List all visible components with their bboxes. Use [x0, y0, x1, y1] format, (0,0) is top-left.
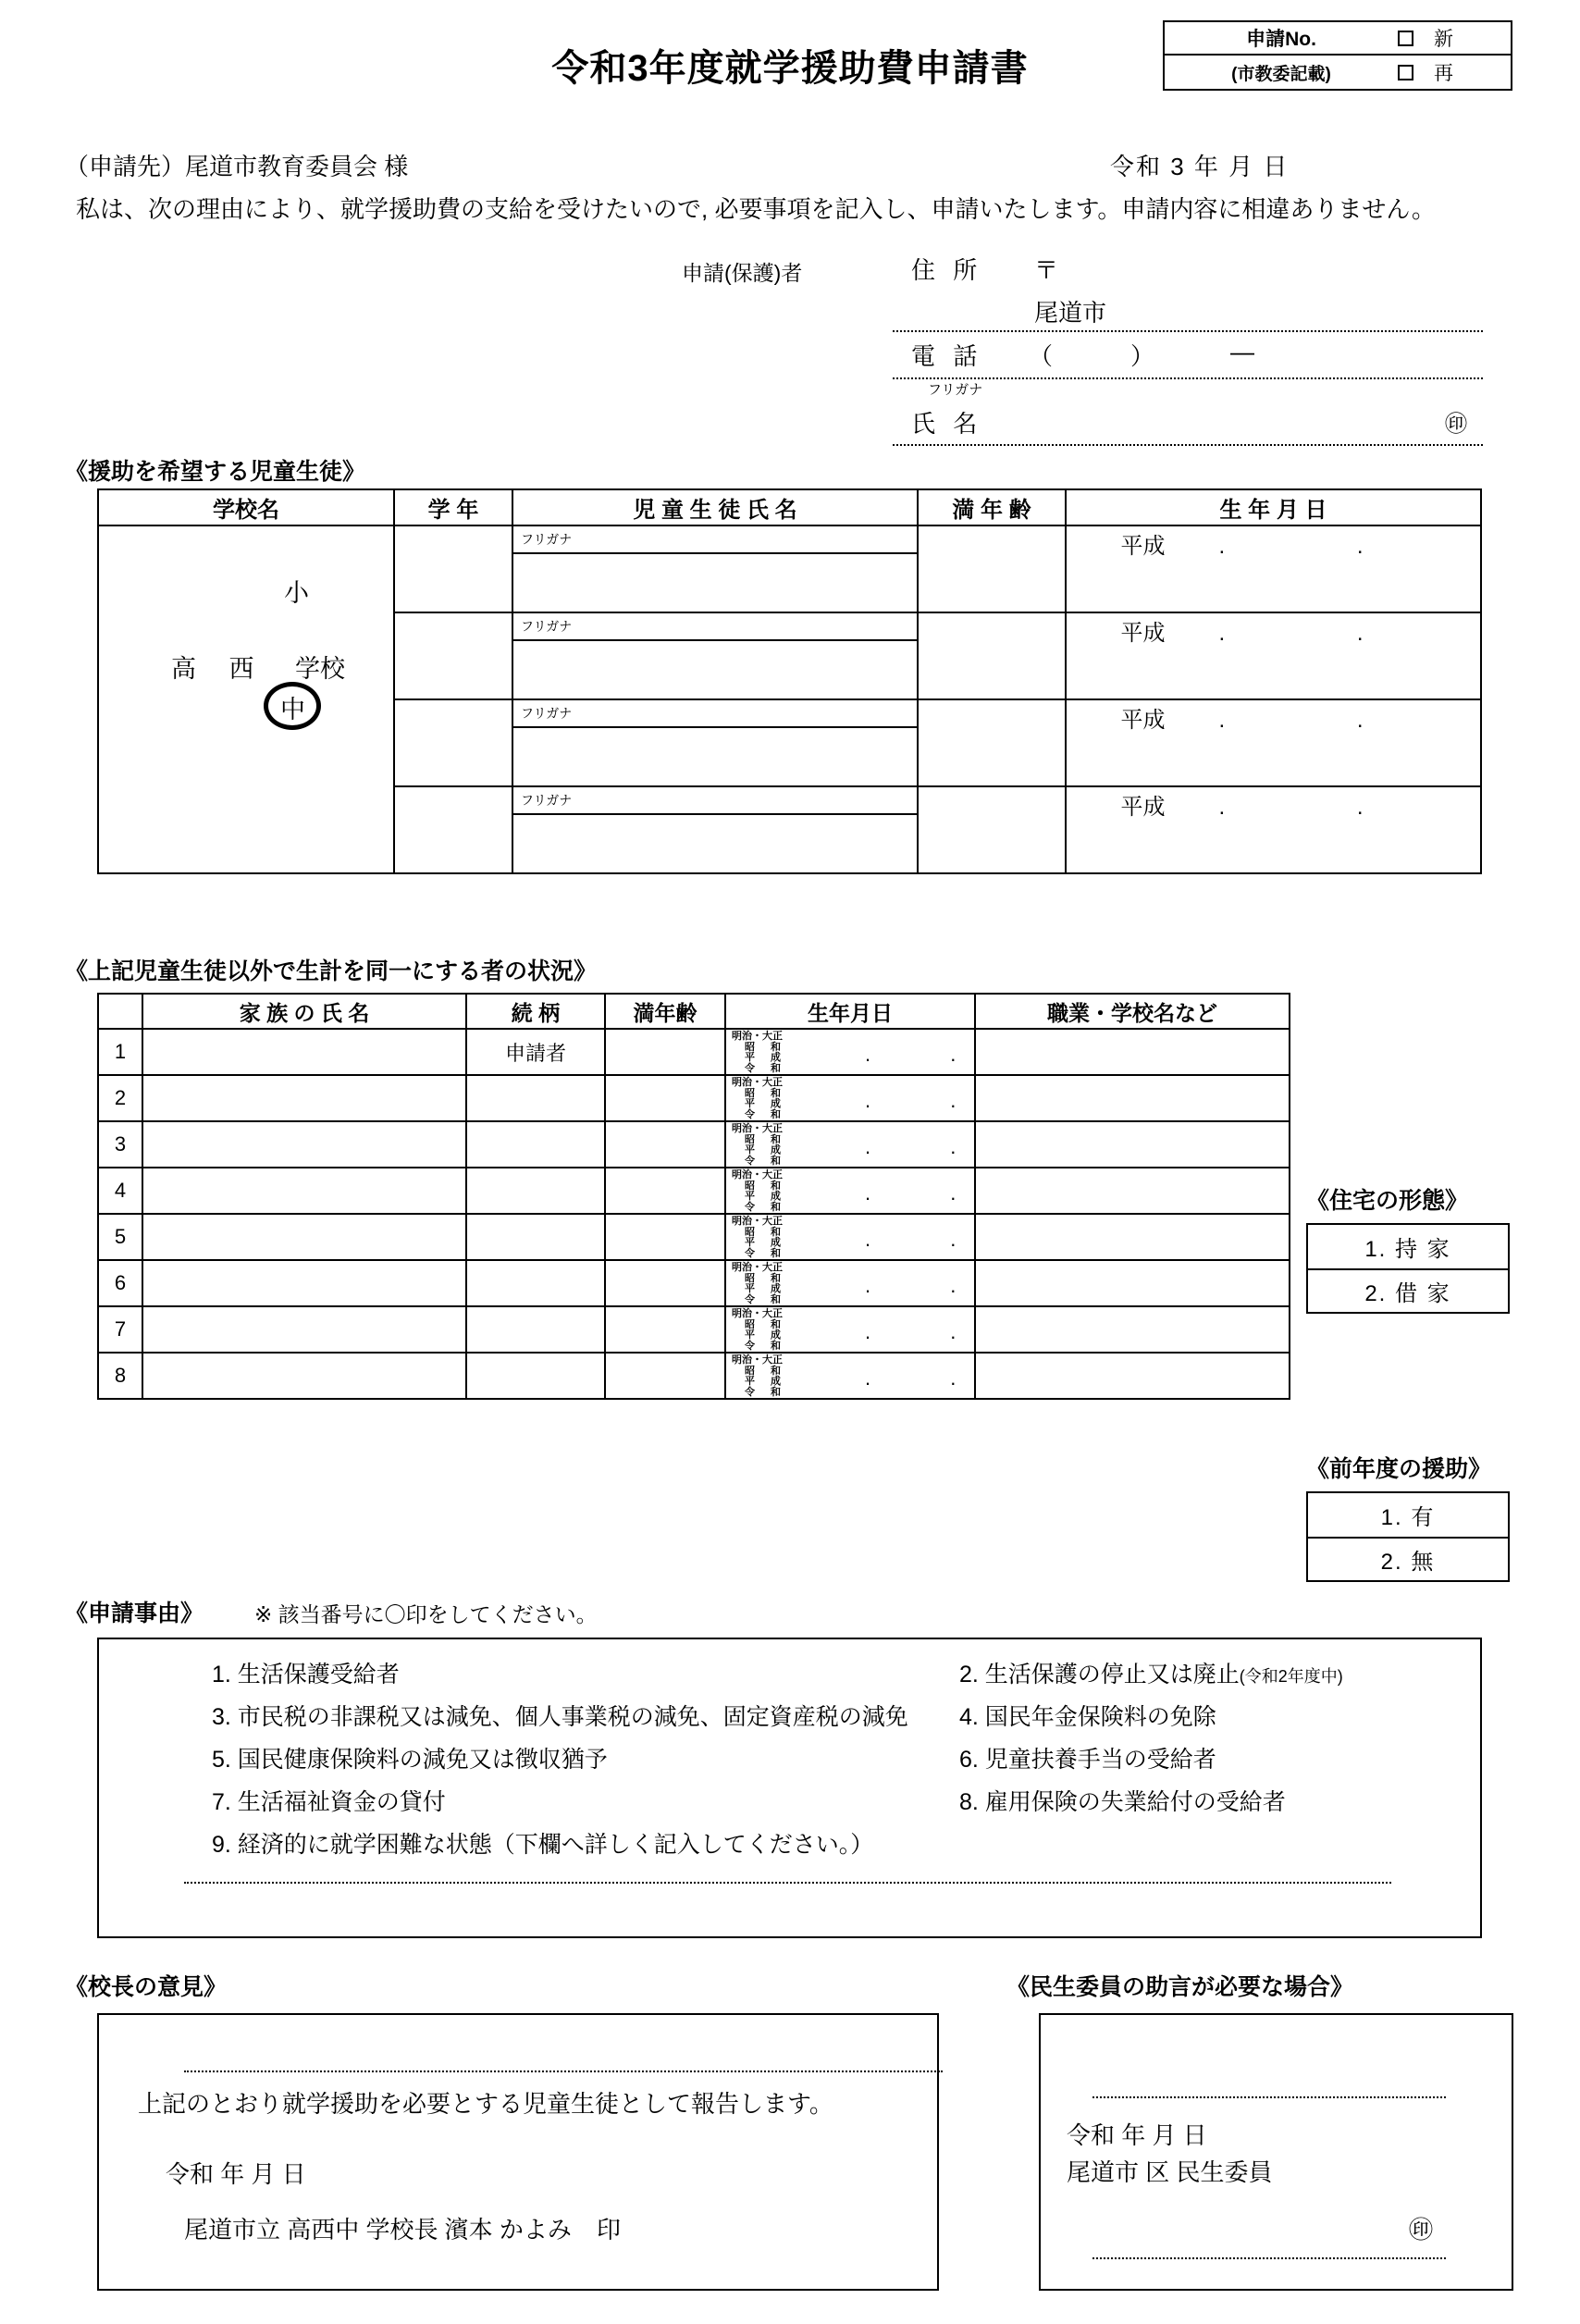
relation-cell[interactable] — [466, 1168, 605, 1214]
housing-option-rented[interactable]: 2. 借 家 — [1308, 1268, 1508, 1312]
family-section-heading: 《上記児童生徒以外で生計を同一にする者の状況》 — [65, 958, 598, 984]
family-dob-cell[interactable] — [725, 1260, 994, 1306]
school-type-elementary[interactable]: 小 — [284, 579, 309, 607]
era-options[interactable] — [732, 1078, 804, 1120]
submission-date: 令和 3 年 月 日 — [1110, 153, 1290, 180]
family-age-input-cell[interactable] — [605, 1306, 725, 1353]
era-heisei[interactable]: 平 成 — [745, 1283, 788, 1294]
occupation-input-cell[interactable] — [975, 1121, 1290, 1168]
applicant-label: 申請(保護)者 — [682, 261, 803, 285]
housing-option-owned[interactable]: 1. 持 家 — [1364, 1237, 1451, 1262]
grade-input-cell[interactable] — [394, 525, 512, 612]
dob-cell[interactable]: 平成 . . — [1066, 699, 1481, 786]
dob-separator-dots: . . — [865, 1043, 994, 1066]
relation-cell[interactable] — [466, 1075, 605, 1121]
dob-cell[interactable]: 平成 . . — [1066, 612, 1481, 699]
era-showa[interactable]: 昭 和 — [745, 1226, 788, 1238]
school-name-cell[interactable] — [98, 525, 394, 873]
grade-input-cell[interactable] — [394, 612, 512, 699]
reason-item-6[interactable]: 6. 児童扶養手当の受給者 — [959, 1747, 1216, 1773]
era-showa[interactable]: 昭 和 — [745, 1087, 788, 1099]
th-relation: 続 柄 — [466, 994, 605, 1029]
dob-separator-dots: . . — [865, 1089, 994, 1112]
era-options[interactable] — [732, 1170, 804, 1213]
family-age-input-cell[interactable] — [605, 1353, 725, 1399]
age-input-cell[interactable] — [918, 525, 1066, 612]
student-name-input-cell[interactable] — [512, 727, 918, 786]
family-age-input-cell[interactable] — [605, 1121, 725, 1168]
era-options[interactable] — [732, 1355, 804, 1398]
commissioner-heading: 《民生委員の助言が必要な場合》 — [1006, 1974, 1354, 2000]
family-age-input-cell[interactable] — [605, 1075, 725, 1121]
family-dob-cell[interactable] — [725, 1029, 994, 1075]
reason-item-5[interactable]: 5. 国民健康保険料の減免又は徴収猶予 — [212, 1747, 608, 1773]
family-table — [97, 993, 1290, 1400]
era-reiwa[interactable]: 令 和 — [745, 1340, 788, 1352]
dob-cell[interactable]: 平成 . . — [1066, 786, 1481, 873]
family-dob-cell[interactable] — [725, 1121, 994, 1168]
principal-statement: 上記のとおり就学援助を必要とする児童生徒として報告します。 — [138, 2090, 833, 2118]
student-name-input-cell[interactable] — [512, 553, 918, 612]
dob-separator-dots: . . — [865, 1366, 994, 1390]
renew-checkbox-group[interactable] — [1398, 58, 1453, 86]
table-row — [98, 1075, 1290, 1121]
principal-signature: 尾道市立 高西中 学校長 濱本 かよみ — [184, 2216, 572, 2244]
th-age: 満 年 齢 — [918, 489, 1066, 525]
family-name-input-cell[interactable] — [142, 1121, 466, 1168]
student-table — [97, 488, 1482, 874]
family-dob-cell[interactable] — [725, 1168, 994, 1214]
family-name-input-cell[interactable] — [142, 1260, 466, 1306]
family-name-input-cell[interactable] — [142, 1168, 466, 1214]
principal-date[interactable]: 令和 年 月 日 — [166, 2160, 306, 2188]
grade-input-cell[interactable] — [394, 699, 512, 786]
student-name-input-cell[interactable] — [512, 814, 918, 873]
telephone-label: 電 話 — [911, 342, 983, 370]
occupation-input-cell[interactable] — [975, 1075, 1290, 1121]
table-row — [98, 1260, 1290, 1306]
prev-year-option-no[interactable]: 2. 無 — [1308, 1537, 1508, 1580]
table-row — [98, 1029, 1290, 1075]
principal-opinion-box — [97, 2013, 939, 2291]
era-reiwa[interactable]: 令 和 — [745, 1155, 788, 1167]
telephone-paren-close: ） — [1130, 342, 1155, 370]
dob-separator-dots: . . — [865, 1274, 994, 1297]
era-showa[interactable]: 昭 和 — [745, 1272, 788, 1284]
reason-item-7[interactable]: 7. 生活福祉資金の貸付 — [212, 1789, 446, 1815]
checkbox-renew-icon[interactable] — [1398, 65, 1413, 80]
occupation-input-cell[interactable] — [975, 1306, 1290, 1353]
era-heisei[interactable]: 平 成 — [745, 1376, 788, 1387]
page-title: 令和3年度就学援助費申請書 — [551, 48, 1029, 89]
commissioner-seal-icon: ㊞ — [1409, 2216, 1434, 2244]
era-meiji-taisho[interactable]: 明治・大正 — [732, 1354, 783, 1366]
era-heisei[interactable]: 平 成 — [745, 1144, 788, 1156]
era-showa[interactable]: 昭 和 — [745, 1180, 788, 1192]
row-number: 2 — [98, 1075, 142, 1121]
row-number: 7 — [98, 1306, 142, 1353]
family-table-header-row — [98, 994, 1290, 1029]
prev-year-options-box — [1306, 1491, 1510, 1582]
table-row — [98, 1214, 1290, 1260]
telephone-paren-open: （ — [1029, 342, 1054, 370]
th-family-name: 家 族 の 氏 名 — [142, 994, 466, 1029]
th-occupation: 職業・学校名など — [975, 994, 1290, 1029]
th-row-number — [98, 994, 142, 1029]
era-showa[interactable]: 昭 和 — [745, 1365, 788, 1377]
family-age-input-cell[interactable] — [605, 1029, 725, 1075]
row-number: 3 — [98, 1121, 142, 1168]
era-label: 平成 — [1120, 795, 1166, 820]
reason-item-4[interactable]: 4. 国民年金保険料の免除 — [959, 1704, 1216, 1730]
applicant-name-input-line[interactable] — [893, 444, 1483, 446]
school-suffix-text: 学校 — [295, 655, 345, 683]
th-dob: 生 年 月 日 — [1066, 489, 1481, 525]
era-meiji-taisho[interactable]: 明治・大正 — [732, 1077, 783, 1088]
era-meiji-taisho[interactable]: 明治・大正 — [732, 1169, 783, 1181]
principal-top-line — [184, 2071, 943, 2072]
school-name-text: 高 西 — [171, 655, 267, 683]
furigana-label-student: フリガナ — [512, 699, 918, 727]
family-dob-cell[interactable] — [725, 1306, 994, 1353]
city-prefill-text: 尾道市 — [1034, 299, 1107, 327]
address-input-line[interactable] — [893, 330, 1483, 332]
family-age-input-cell[interactable] — [605, 1260, 725, 1306]
occupation-input-cell[interactable] — [975, 1214, 1290, 1260]
reasons-note: ※ 該当番号に〇印をしてください。 — [254, 1602, 598, 1626]
principal-seal-label: 印 — [597, 2216, 622, 2244]
reason-item-9[interactable]: 9. 経済的に就学困難な状態（下欄へ詳しく記入してください。） — [212, 1832, 874, 1858]
occupation-input-cell[interactable] — [975, 1260, 1290, 1306]
family-dob-cell[interactable] — [725, 1353, 994, 1399]
relation-cell[interactable] — [466, 1121, 605, 1168]
relation-cell[interactable] — [466, 1214, 605, 1260]
student-name-input-cell[interactable] — [512, 640, 918, 699]
commissioner-top-line — [1092, 2096, 1446, 2098]
family-dob-cell[interactable] — [725, 1214, 994, 1260]
grade-input-cell[interactable] — [394, 786, 512, 873]
seal-mark-icon: ㊞ — [1445, 412, 1467, 437]
era-reiwa[interactable]: 令 和 — [745, 1062, 788, 1074]
era-options[interactable] — [732, 1309, 804, 1352]
relation-cell[interactable] — [466, 1306, 605, 1353]
th-family-age: 満年齢 — [605, 994, 725, 1029]
reason-item-2-text: 2. 生活保護の停止又は廃止 — [959, 1662, 1240, 1687]
telephone-dash: — — [1230, 338, 1254, 365]
reason-item-2[interactable] — [959, 1656, 1343, 1689]
era-heisei[interactable]: 平 成 — [745, 1237, 788, 1248]
reason-item-3[interactable]: 3. 市民税の非課税又は減免、個人事業税の減免、固定資産税の減免 — [212, 1704, 908, 1730]
era-heisei[interactable]: 平 成 — [745, 1329, 788, 1341]
dob-separator-dots: . . — [865, 1135, 994, 1158]
address-label: 住 所 — [911, 256, 983, 284]
family-name-input-cell[interactable] — [142, 1353, 466, 1399]
relation-cell[interactable] — [466, 1353, 605, 1399]
family-dob-cell[interactable] — [725, 1075, 994, 1121]
relation-cell[interactable]: 申請者 — [466, 1029, 605, 1075]
addressee-line: （申請先）尾道市教育委員会 様 — [65, 153, 409, 180]
reasons-box — [97, 1638, 1482, 1938]
prev-year-option-yes[interactable]: 1. 有 — [1380, 1505, 1436, 1530]
school-type-junior-high[interactable]: 中 — [280, 696, 305, 723]
table-row — [98, 1353, 1290, 1399]
occupation-input-cell[interactable] — [975, 1029, 1290, 1075]
era-showa[interactable]: 昭 和 — [745, 1133, 788, 1145]
family-age-input-cell[interactable] — [605, 1214, 725, 1260]
era-reiwa[interactable]: 令 和 — [745, 1293, 788, 1305]
board-note-label: (市教委記載) — [1231, 64, 1331, 84]
reason-item-8[interactable]: 8. 雇用保険の失業給付の受給者 — [959, 1789, 1286, 1815]
age-input-cell[interactable] — [918, 699, 1066, 786]
dob-cell[interactable]: 平成 . . — [1066, 525, 1481, 612]
furigana-label-student: フリガナ — [512, 525, 918, 553]
dob-separator-dots: . . — [865, 1228, 994, 1251]
checkbox-new-icon[interactable] — [1398, 31, 1413, 46]
row-number: 8 — [98, 1353, 142, 1399]
row-number: 4 — [98, 1168, 142, 1214]
housing-heading: 《住宅の形態》 — [1306, 1188, 1469, 1214]
application-number-box — [1163, 20, 1512, 91]
family-name-input-cell[interactable] — [142, 1029, 466, 1075]
student-row — [98, 525, 1481, 553]
era-meiji-taisho[interactable]: 明治・大正 — [732, 1308, 783, 1319]
furigana-label-applicant: フリガナ — [928, 382, 983, 398]
occupation-input-cell[interactable] — [975, 1353, 1290, 1399]
declaration-statement: 私は、次の理由により、就学援助費の支給を受けたいので, 必要事項を記入し、申請いたします。申請内容に相違ありません。 — [76, 195, 1436, 223]
era-label: 平成 — [1120, 708, 1166, 733]
checkbox-renew-label: 再 — [1434, 63, 1453, 84]
postal-mark-icon: 〒 — [1034, 256, 1059, 284]
checkbox-new-label: 新 — [1434, 29, 1453, 50]
applicant-name-label: 氏 名 — [911, 410, 983, 438]
new-checkbox-group[interactable] — [1398, 24, 1453, 52]
furigana-label-student: フリガナ — [512, 612, 918, 640]
era-heisei[interactable]: 平 成 — [745, 1052, 788, 1063]
family-name-input-cell[interactable] — [142, 1214, 466, 1260]
era-options[interactable] — [732, 1124, 804, 1167]
housing-options-box — [1306, 1223, 1510, 1314]
row-number: 5 — [98, 1214, 142, 1260]
furigana-label-student: フリガナ — [512, 786, 918, 814]
commissioner-area[interactable]: 尾道市 区 民生委員 — [1067, 2158, 1273, 2186]
era-options[interactable] — [732, 1032, 804, 1074]
commissioner-box — [1039, 2013, 1513, 2291]
era-heisei[interactable]: 平 成 — [745, 1191, 788, 1202]
th-grade: 学 年 — [394, 489, 512, 525]
principal-heading: 《校長の意見》 — [65, 1974, 228, 2000]
prev-year-heading: 《前年度の援助》 — [1306, 1456, 1492, 1482]
era-reiwa[interactable]: 令 和 — [745, 1386, 788, 1398]
era-meiji-taisho[interactable]: 明治・大正 — [732, 1031, 783, 1042]
era-meiji-taisho[interactable]: 明治・大正 — [732, 1216, 783, 1227]
family-table-body — [98, 1029, 1290, 1399]
age-input-cell[interactable] — [918, 786, 1066, 873]
student-section-heading: 《援助を希望する児童生徒》 — [65, 459, 366, 485]
family-age-input-cell[interactable] — [605, 1168, 725, 1214]
era-label: 平成 — [1120, 621, 1166, 646]
application-number-label: 申請No. — [1246, 29, 1316, 50]
row-number: 6 — [98, 1260, 142, 1306]
reason-item-1[interactable]: 1. 生活保護受給者 — [212, 1662, 400, 1687]
commissioner-bottom-line — [1092, 2257, 1446, 2259]
era-showa[interactable]: 昭 和 — [745, 1041, 788, 1053]
era-reiwa[interactable]: 令 和 — [745, 1108, 788, 1120]
table-row — [98, 1168, 1290, 1214]
era-heisei[interactable]: 平 成 — [745, 1098, 788, 1109]
dob-separator-dots: . . — [865, 1181, 994, 1205]
era-options[interactable] — [732, 1263, 804, 1305]
commissioner-date[interactable]: 令和 年 月 日 — [1067, 2121, 1207, 2149]
dob-separator-dots: . . — [865, 1320, 994, 1343]
era-meiji-taisho[interactable]: 明治・大正 — [732, 1262, 783, 1273]
occupation-input-cell[interactable] — [975, 1168, 1290, 1214]
age-input-cell[interactable] — [918, 612, 1066, 699]
reason-detail-line[interactable] — [184, 1882, 1391, 1884]
family-name-input-cell[interactable] — [142, 1306, 466, 1353]
era-label: 平成 — [1120, 534, 1166, 559]
th-school-name: 学校名 — [98, 489, 394, 525]
table-row — [98, 1121, 1290, 1168]
row-number: 1 — [98, 1029, 142, 1075]
era-meiji-taisho[interactable]: 明治・大正 — [732, 1123, 783, 1134]
table-row — [98, 1306, 1290, 1353]
era-options[interactable] — [732, 1217, 804, 1259]
reason-item-2-sub: (令和2年度中) — [1239, 1667, 1343, 1686]
era-reiwa[interactable]: 令 和 — [745, 1247, 788, 1259]
era-reiwa[interactable]: 令 和 — [745, 1201, 788, 1213]
board-note-row — [1165, 56, 1511, 89]
application-number-row — [1165, 22, 1511, 56]
reasons-heading: 《申請事由》 — [65, 1601, 204, 1626]
th-student-name: 児 童 生 徒 氏 名 — [512, 489, 918, 525]
student-table-header-row — [98, 489, 1481, 525]
relation-cell[interactable] — [466, 1260, 605, 1306]
th-family-dob: 生年月日 — [725, 994, 975, 1029]
family-name-input-cell[interactable] — [142, 1075, 466, 1121]
era-showa[interactable]: 昭 和 — [745, 1318, 788, 1330]
